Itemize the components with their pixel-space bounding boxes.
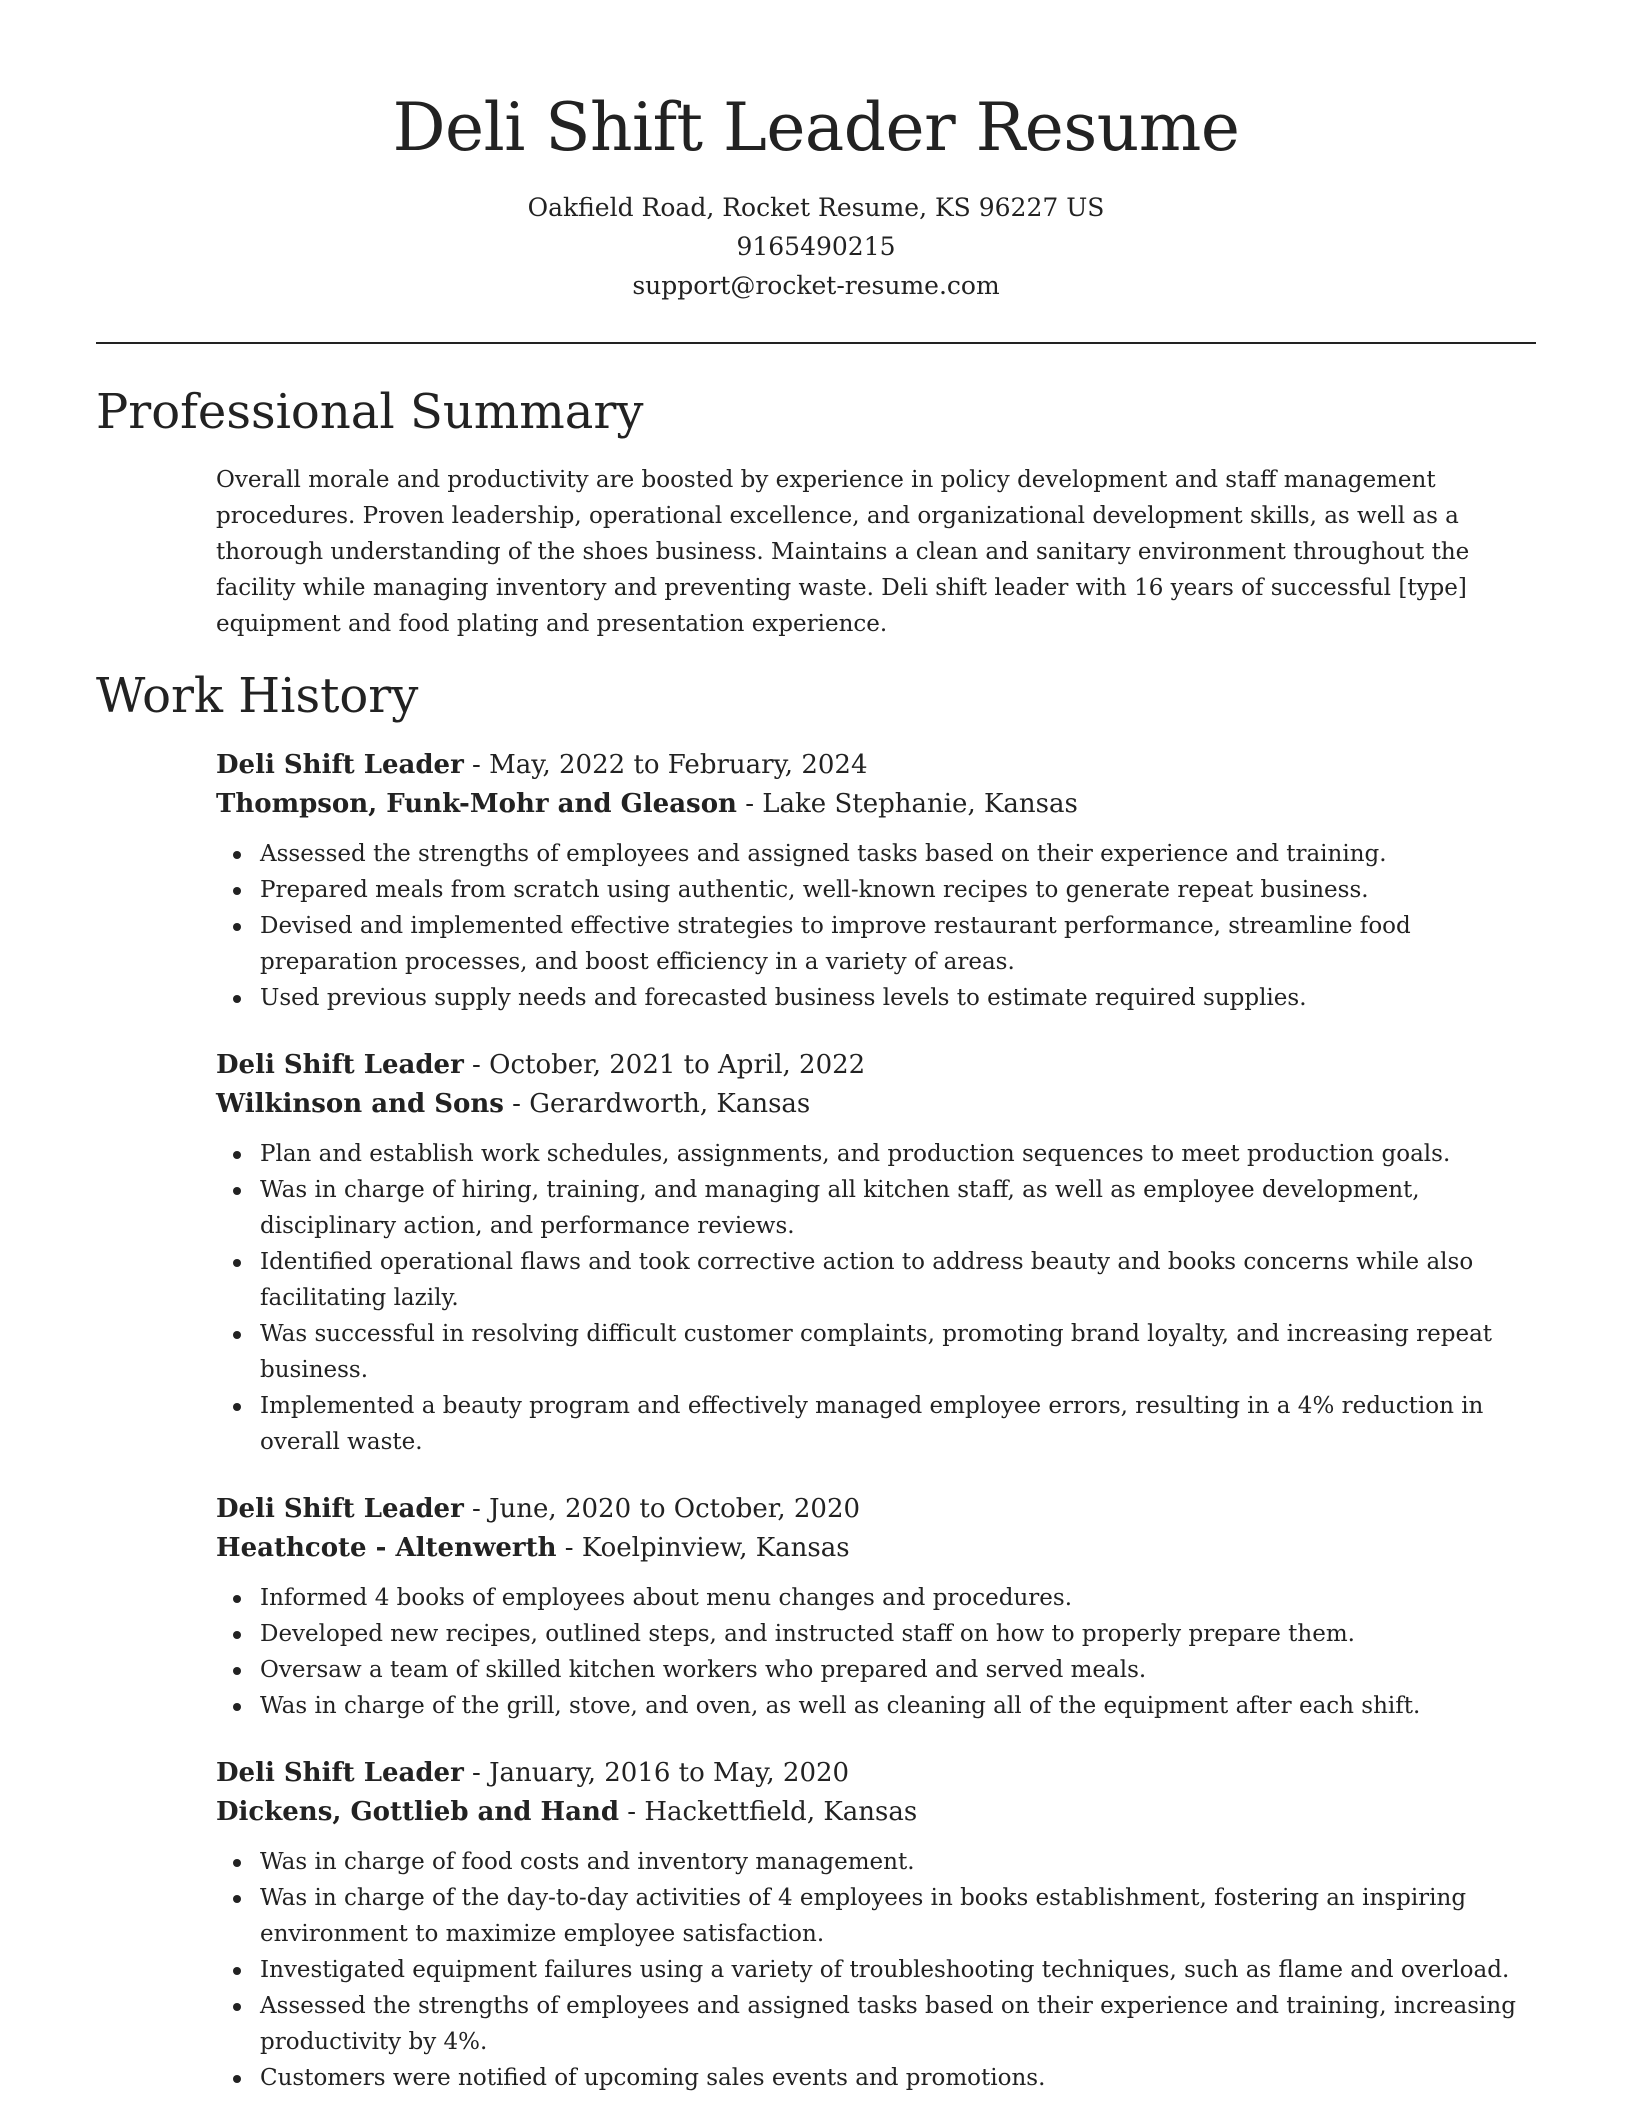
contact-phone: 9165490215 (736, 232, 896, 261)
list-item: Was in charge of the grill, stove, and oven, as well as cleaning all of the equipment after each shift. (260, 1688, 1541, 1724)
job-entry (216, 1490, 1541, 1724)
job-title-line (216, 1754, 1541, 1793)
resume-title: Deli Shift Leader Resume (392, 89, 1240, 166)
job-location: Lake Stephanie, Kansas (762, 789, 1078, 819)
job-bullets (216, 1580, 1541, 1724)
separator: - (463, 1050, 490, 1080)
separator: - (619, 1797, 645, 1827)
job-company: Dickens, Gottlieb and Hand (216, 1797, 620, 1827)
job-location: Gerardworth, Kansas (529, 1089, 811, 1119)
separator: - (463, 1494, 490, 1524)
job-company-line (216, 1793, 1541, 1832)
job-bullets (216, 836, 1541, 1016)
resume-header (0, 78, 1632, 305)
summary-heading: Professional Summary (96, 384, 644, 440)
job-location: Koelpinview, Kansas (581, 1533, 850, 1563)
job-company-line (216, 1085, 1541, 1124)
job-dates: June, 2020 to October, 2020 (489, 1494, 861, 1524)
list-item: Assessed the strengths of employees and assigned tasks based on their experience and training. (260, 836, 1541, 872)
list-item: Was in charge of hiring, training, and managing all kitchen staff, as well as employee development, disciplinary action, and performance reviews. (260, 1172, 1541, 1244)
job-dates: May, 2022 to February, 2024 (489, 750, 868, 780)
list-item: Customers were notified of upcoming sales events and promotions. (260, 2060, 1541, 2096)
job-company: Thompson, Funk-Mohr and Gleason (216, 789, 737, 819)
list-item: Was in charge of food costs and inventory management. (260, 1844, 1541, 1880)
list-item: Was in charge of the day-to-day activities of 4 employees in books establishment, fostering an inspiring environment to maximize employee satisfaction. (260, 1880, 1541, 1952)
job-title-line (216, 1490, 1541, 1529)
separator: - (736, 789, 763, 819)
contact-address: Oakfield Road, Rocket Resume, KS 96227 US (527, 193, 1105, 222)
contact-email: support@rocket-resume.com (632, 271, 1000, 300)
job-company: Wilkinson and Sons (216, 1089, 504, 1119)
list-item: Oversaw a team of skilled kitchen workers who prepared and served meals. (260, 1652, 1541, 1688)
contact-block (0, 188, 1632, 305)
job-company: Heathcote - Altenwerth (216, 1533, 557, 1563)
separator: - (503, 1089, 530, 1119)
list-item: Implemented a beauty program and effectively managed employee errors, resulting in a 4% reduction in overall waste. (260, 1388, 1541, 1460)
separator: - (463, 750, 490, 780)
job-role: Deli Shift Leader (216, 1494, 464, 1524)
job-title-line (216, 746, 1541, 785)
list-item: Investigated equipment failures using a variety of troubleshooting techniques, such as flame and overload. (260, 1952, 1541, 1988)
header-divider (96, 342, 1536, 344)
job-entry (216, 746, 1541, 1016)
list-item: Informed 4 books of employees about menu changes and procedures. (260, 1580, 1541, 1616)
list-item: Plan and establish work schedules, assignments, and production sequences to meet production goals. (260, 1136, 1541, 1172)
job-bullets (216, 1844, 1541, 2096)
summary-text: Overall morale and productivity are boosted by experience in policy development and staff management procedures. Proven leadership, operational excellence, and organizational development skills, as well as a thorough understanding of the shoes business. Maintains a clean and sanitary environment throughout the facility while managing inventory and preventing waste. Deli shift leader with 16 years of successful [type] equipment and food plating and presentation experience. (216, 467, 1470, 637)
work-history-list (216, 746, 1541, 2112)
job-title-line (216, 1046, 1541, 1085)
list-item: Identified operational flaws and took corrective action to address beauty and books concerns while also facilitating lazily. (260, 1244, 1541, 1316)
list-item: Developed new recipes, outlined steps, and instructed staff on how to properly prepare them. (260, 1616, 1541, 1652)
list-item: Used previous supply needs and forecasted business levels to estimate required supplies. (260, 980, 1541, 1016)
job-company-line (216, 785, 1541, 824)
job-bullets (216, 1136, 1541, 1460)
job-entry (216, 1754, 1541, 2096)
work-history-heading: Work History (96, 668, 419, 724)
list-item: Assessed the strengths of employees and assigned tasks based on their experience and training, increasing productivity by 4%. (260, 1988, 1541, 2060)
job-company-line (216, 1529, 1541, 1568)
job-location: Hackettfield, Kansas (644, 1797, 918, 1827)
list-item: Was successful in resolving difficult customer complaints, promoting brand loyalty, and increasing repeat business. (260, 1316, 1541, 1388)
list-item: Devised and implemented effective strategies to improve restaurant performance, streamline food preparation processes, and boost efficiency in a variety of areas. (260, 908, 1541, 980)
job-dates: January, 2016 to May, 2020 (489, 1758, 850, 1788)
job-role: Deli Shift Leader (216, 1050, 464, 1080)
job-dates: October, 2021 to April, 2022 (489, 1050, 866, 1080)
separator: - (556, 1533, 582, 1563)
separator: - (463, 1758, 490, 1788)
job-role: Deli Shift Leader (216, 1758, 464, 1788)
list-item: Prepared meals from scratch using authentic, well-known recipes to generate repeat business. (260, 872, 1541, 908)
job-entry (216, 1046, 1541, 1460)
job-role: Deli Shift Leader (216, 750, 464, 780)
